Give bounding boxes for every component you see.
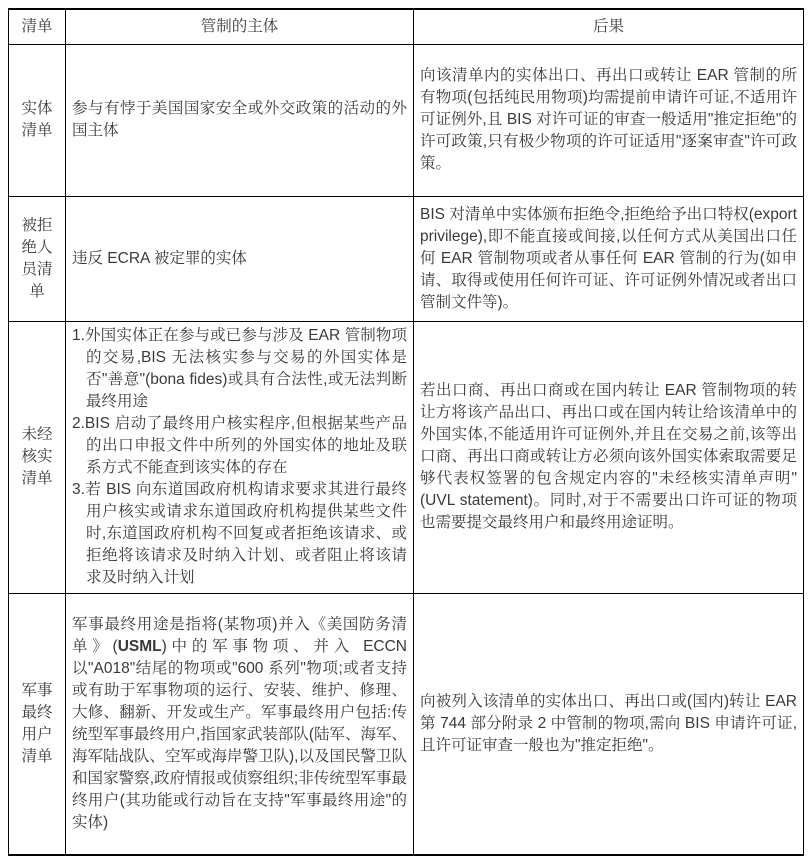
cell-list-name: [9, 593, 66, 855]
col-header-list: 清单: [9, 9, 66, 44]
subject-item-1: 1.外国实体正在参与或已参与涉及 EAR 管制物项的交易,BIS 无法核实参与交易的外国实体是否"善意"(bona fides)或具有合法性,或无法判断最终用途: [72, 327, 407, 410]
consequence-text: 若出口商、再出口商或在国内转让 EAR 管制物项的转让方将该产品出口、再出口或在国内转让给该清单中的外国实体,不能适用许可证例外,并且在交易之前,该等出口商、再出口商或转让方必须向该外国实体索取需要足够代表权签署的包含规定内容的"未经核实清单声明"(UVL statement)。同时,对于不需要出口许可证的物项也需要提交最终用户和最终用途证明。: [420, 382, 797, 531]
cell-consequence: [414, 593, 804, 855]
subject-text-bold-usml: USML: [117, 637, 162, 655]
table-header-row: [9, 9, 804, 44]
cell-subject: [66, 44, 414, 196]
consequence-text: 向被列入该清单的实体出口、再出口或(国内)转让 EAR 第 744 部分附录 2 中管制的物项,需向 BIS 申请许可证,且许可证审查一般也为"推定拒绝"。: [420, 692, 797, 754]
subject-text: 参与有悖于美国国家安全或外交政策的活动的外国主体: [72, 100, 407, 139]
consequence-text: 向该清单内的实体出口、再出口或转让 EAR 管制的所有物项(包括纯民用物项)均需提前申请许可证,不适用许可证例外,且 BIS 对许可证的审查一般适用"推定拒绝"的许可政策,只有极少物项的许可证适用"逐案审查"许可政策。: [420, 67, 797, 172]
list-name-text: 军事最终用户清单: [21, 681, 53, 765]
subject-text-before: 军事最终用途是指将(某物项)并入《美国防务清单》(: [72, 615, 407, 655]
cell-list-name: [9, 321, 66, 593]
cell-consequence: [414, 321, 804, 593]
subject-text: 违反 ECRA 被定罪的实体: [72, 249, 247, 267]
col-header-consequence: 后果: [414, 9, 804, 44]
subject-text: [72, 614, 407, 834]
list-name-text: 被拒绝人员清单: [21, 216, 53, 300]
cell-subject: [66, 196, 414, 321]
row-denied-persons-list: [9, 196, 804, 321]
cell-consequence: [414, 196, 804, 321]
list-name-text: 未经核实清单: [21, 426, 53, 487]
col-header-subject: 管制的主体: [66, 9, 414, 44]
row-military-end-user-list: [9, 593, 804, 855]
cell-list-name: [9, 196, 66, 321]
row-unverified-list: [9, 321, 804, 593]
consequence-text: BIS 对清单中实体颁布拒绝令,拒绝给予出口特权(export privilege),即不能直接或间接,以任何方式从美国出口任何 EAR 管制物项或者从事任何 EAR 管制的行为(如申请、取得或使用任何许可证、许可证例外情况或者出口管制文件等)。: [420, 205, 797, 311]
subject-text-after: )中的军事物项、并入 ECCN 以"A018"结尾的物项或"600 系列"物项;或者支持或有助于军事物项的运行、安装、维护、修理、大修、翻新、开发或生产。军事最终用户包括:传统型军事最终用户,指国家武装部队(陆军、海军、海军陆战队、空军或海岸警卫队),以及国民警卫队和国家警察,政府情报或侦察组织;非传统型军事最终用户(其功能或行动旨在支持"军事最终用途"的实体): [72, 637, 407, 831]
list-name-text: 实体清单: [21, 100, 53, 139]
row-entity-list: [9, 44, 804, 196]
export-control-lists-table: [8, 8, 804, 856]
cell-subject: [66, 593, 414, 855]
cell-consequence: [414, 44, 804, 196]
cell-subject: [66, 321, 414, 593]
cell-list-name: [9, 44, 66, 196]
subject-item-2: 2.BIS 启动了最终用户核实程序,但根据某些产品的出口申报文件中所列的外国实体的地址及联系方式不能查到该实体的存在: [72, 415, 407, 476]
subject-item-3: 3.若 BIS 向东道国政府机构请求要求其进行最终用户核实或请求东道国政府机构提供某些文件时,东道国政府机构不回复或者拒绝该请求、或拒绝将该请求及时纳入计划、或者阻止将该请求及时纳入计划: [72, 481, 407, 586]
